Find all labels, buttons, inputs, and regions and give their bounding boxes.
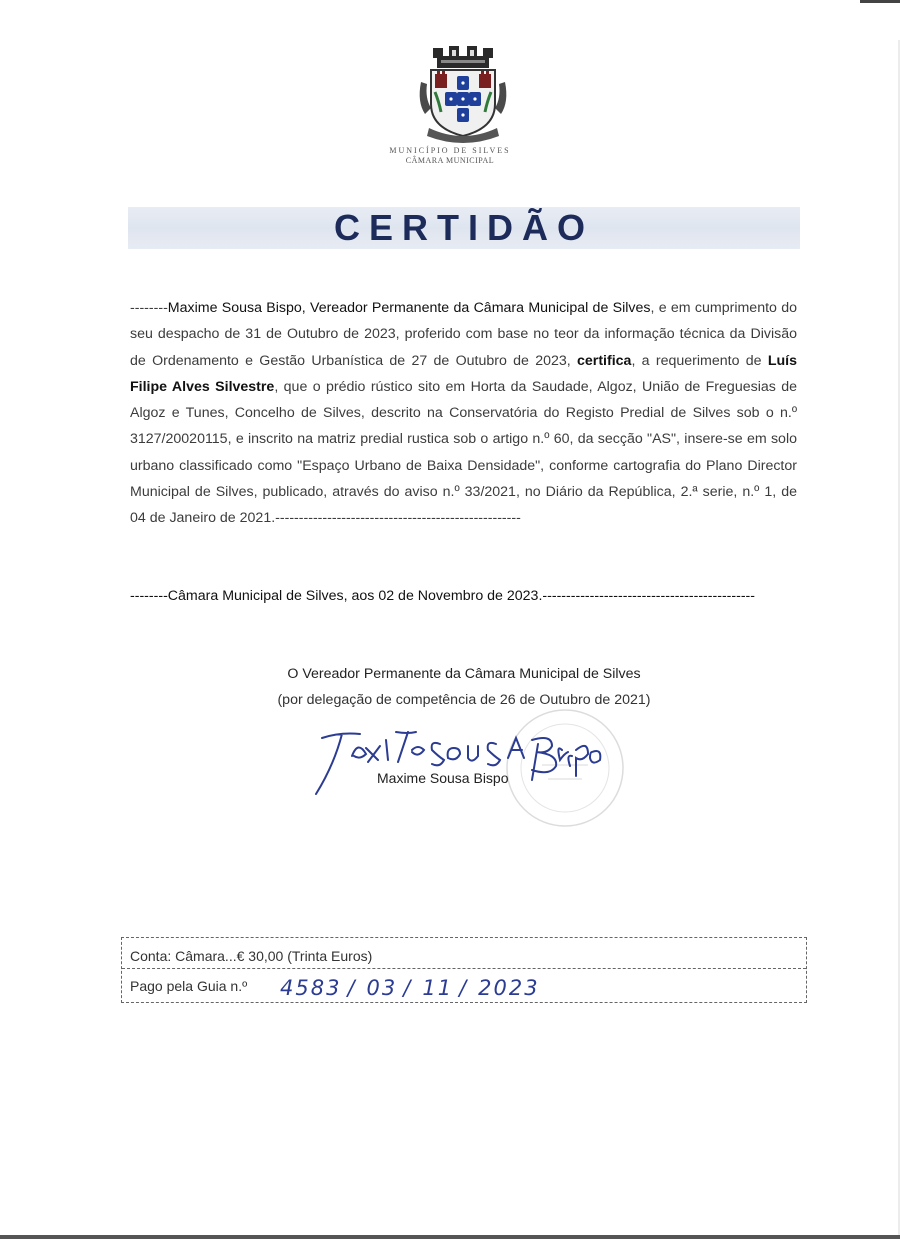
- intro-dashes: --------: [130, 300, 168, 316]
- municipality-name: MUNICÍPIO DE SILVES: [389, 146, 511, 155]
- scan-edge: [0, 1235, 900, 1239]
- guia-year: 2023: [478, 976, 540, 1000]
- scan-edge: [860, 0, 900, 3]
- body-text-2: , a requerimento de: [631, 352, 768, 369]
- closing-trailing-dashes: ---------------------------------------------: [542, 588, 756, 604]
- account-label: Conta: Câmara...: [130, 948, 237, 964]
- guia-handwritten: 4583 / 03 / 11 / 2023: [280, 976, 540, 1000]
- certificate-body: [130, 295, 797, 532]
- coat-of-arms-icon: [415, 42, 511, 144]
- certifica-word: certifica: [577, 352, 632, 369]
- body-text-3: , que o prédio rústico sito em Horta da Saudade, Algoz, União de Freguesias de Algoz e Tunes, Concelho de Silves, descrito na Conservatória do Registo Predial de Silves sob o n.º 3127/20020115, e inscrito na matriz predial rustica sob o artigo n.º 60, da secção "AS", insere-se em solo urbano classificado como "Espaço Urbano de Baixa Densidade", conforme cartografia do Plano Director Municipal de Silves, publicado, através do aviso n.º 33/2021, no Diário da República, 2.ª serie, n.º 1, de 04 de Janeiro de 2021.: [130, 378, 797, 527]
- handwritten-signature: [300, 710, 610, 805]
- guia-day: 03: [366, 976, 398, 1000]
- guia-label: Pago pela Guia n.º: [130, 978, 248, 994]
- delegation-note: (por delegação de competência de 26 de Outubro de 2021): [277, 692, 651, 708]
- guia-month: 11: [422, 976, 454, 1000]
- signatory-title: O Vereador Permanente da Câmara Municipal de Silves: [287, 666, 641, 682]
- account-amount-words: (Trinta Euros): [283, 948, 373, 964]
- body-text-1: , e em cumprimento do seu despacho de 31 de Outubro de 2023, proferido com base no teor da informação técnica da Divisão de Ordenamento e Gestão Urbanística de 27 de Outubro de 2023,: [130, 300, 798, 369]
- closing-text: Câmara Municipal de Silves, aos 02 de Novembro de 2023.: [167, 588, 543, 604]
- document-title: CERTIDÃO: [334, 207, 594, 248]
- signatory-name: Maxime Sousa Bispo: [377, 770, 509, 786]
- applicant-name: Luís Filipe Alves Silvestre: [130, 352, 797, 395]
- payment-account-row: [122, 938, 806, 969]
- department-name: CÂMARA MUNICIPAL: [405, 156, 495, 165]
- account-line: [130, 948, 372, 964]
- account-amount: € 30,00: [236, 948, 284, 964]
- guia-number: 4583: [280, 976, 342, 1000]
- closing-dashes: --------: [130, 588, 168, 604]
- signer-role: Maxime Sousa Bispo, Vereador Permanente da Câmara Municipal de Silves: [167, 300, 651, 316]
- closing-line: [130, 583, 797, 609]
- trailing-dashes: ----------------------------------------------------: [275, 510, 521, 527]
